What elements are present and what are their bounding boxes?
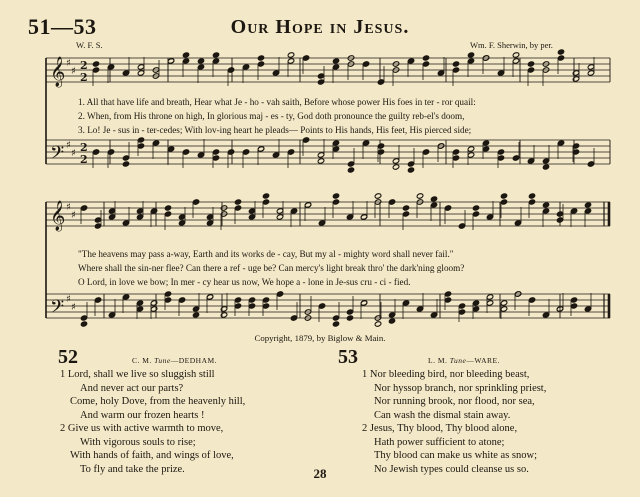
notehead — [257, 55, 264, 61]
svg-text:♯: ♯ — [71, 210, 76, 221]
notehead — [206, 294, 213, 300]
notehead — [197, 152, 204, 158]
notehead — [220, 312, 227, 318]
notehead — [92, 149, 99, 155]
notehead — [212, 149, 219, 155]
notehead — [542, 208, 549, 214]
notehead — [332, 58, 339, 64]
notehead — [92, 61, 99, 67]
svg-text:♯: ♯ — [71, 66, 76, 77]
notehead — [416, 306, 423, 312]
notehead — [137, 70, 144, 76]
notehead — [467, 52, 474, 58]
notehead — [374, 321, 381, 327]
notehead — [377, 79, 384, 85]
stanza-line: Come, holy Dove, from the heavenly hill, — [70, 396, 246, 407]
notehead — [452, 155, 459, 161]
notehead — [318, 220, 325, 226]
verse-3-line-b: O Lord, in love we bow; In mer - cy hear us now, We hope a - lone in Je-sus cru - ci - fied. — [78, 277, 411, 287]
hymn-53-meter: L. M. — [428, 356, 448, 365]
hymn-53-tune-label: Tune — [449, 356, 467, 365]
notehead — [360, 300, 367, 306]
notehead — [512, 52, 519, 58]
stanza-line: And never act our parts? — [80, 382, 184, 394]
notehead — [287, 58, 294, 64]
notehead — [152, 140, 159, 146]
notehead — [500, 199, 507, 205]
notehead — [192, 312, 199, 318]
hymn-53-stanza-1 — [362, 368, 546, 422]
notehead — [388, 199, 395, 205]
notehead — [557, 55, 564, 61]
stanza-line: Nor hyssop branch, nor sprinkling priest, — [374, 382, 547, 394]
notehead — [482, 140, 489, 146]
stanza-line: 2 Give us with active warmth to move, — [60, 423, 224, 434]
notehead — [136, 306, 143, 312]
notehead — [136, 300, 143, 306]
stanza-line: 1 Nor bleeding bird, nor bleeding beast, — [362, 369, 530, 380]
hymn-52-tune — [132, 356, 217, 365]
notehead — [262, 303, 269, 309]
notehead — [150, 306, 157, 312]
notehead — [108, 312, 115, 318]
hymn-52-tune-label: Tune — [154, 356, 171, 365]
svg-text:♯: ♯ — [71, 302, 76, 313]
notehead — [242, 149, 249, 155]
notehead — [332, 140, 339, 146]
notehead — [137, 137, 144, 143]
notehead — [276, 291, 283, 297]
notehead — [234, 199, 241, 205]
notehead — [542, 158, 549, 164]
notehead — [178, 297, 185, 303]
author-credit: Wm. F. Sherwin, by per. — [470, 40, 553, 50]
stanza-line: Thy blood can make us white as snow; — [374, 450, 538, 461]
notehead — [584, 202, 591, 208]
notehead — [467, 146, 474, 152]
notehead — [212, 155, 219, 161]
notehead — [407, 167, 414, 173]
notehead — [164, 211, 171, 217]
svg-text:♯: ♯ — [66, 202, 71, 213]
notehead — [80, 321, 87, 327]
svg-text:𝄞: 𝄞 — [50, 201, 66, 231]
notehead — [122, 220, 129, 226]
notehead — [570, 208, 577, 214]
hymn-52-meter: C. M. — [132, 356, 152, 365]
notehead — [317, 158, 324, 164]
notehead — [416, 193, 423, 199]
notehead — [108, 214, 115, 220]
notehead — [212, 58, 219, 64]
notehead — [276, 208, 283, 214]
svg-text:𝄢: 𝄢 — [50, 143, 65, 168]
notehead — [392, 158, 399, 164]
verses-system-1 — [78, 95, 476, 137]
notehead — [500, 300, 507, 306]
notehead — [317, 73, 324, 79]
notehead — [107, 149, 114, 155]
notehead — [150, 208, 157, 214]
svg-text:2: 2 — [80, 141, 88, 154]
notehead — [332, 146, 339, 152]
notehead — [514, 220, 521, 226]
notehead — [122, 294, 129, 300]
verse-2-line-b: Where shall the sin-ner flee? Can there a ref - uge be? Can mercy's light break thro' the dark'ning gloom? — [78, 263, 465, 273]
notehead — [497, 149, 504, 155]
notehead — [362, 61, 369, 67]
notehead — [512, 58, 519, 64]
notehead — [527, 61, 534, 67]
notehead — [444, 291, 451, 297]
composer-credit: W. F. S. — [76, 40, 103, 50]
stanza-line: To fly and take the prize. — [80, 463, 185, 475]
svg-text:♯: ♯ — [66, 58, 71, 69]
hymn-52-stanza-1 — [60, 368, 245, 422]
notehead — [164, 291, 171, 297]
svg-text:2: 2 — [80, 59, 88, 72]
notehead — [80, 205, 87, 211]
stanza-line: With vigorous souls to rise; — [80, 436, 196, 448]
notehead — [374, 193, 381, 199]
notehead — [262, 297, 269, 303]
stanza-line: And warm our frozen hearts ! — [80, 409, 205, 421]
notehead — [262, 199, 269, 205]
notehead — [482, 146, 489, 152]
notehead — [407, 161, 414, 167]
notehead — [346, 214, 353, 220]
notehead — [528, 193, 535, 199]
verses-system-2 — [78, 247, 464, 289]
notehead — [234, 205, 241, 211]
notehead — [197, 64, 204, 70]
notehead — [528, 297, 535, 303]
notehead — [122, 161, 129, 167]
notehead — [182, 58, 189, 64]
hymn-number-range: 51—53 — [28, 14, 97, 39]
notehead — [467, 152, 474, 158]
notehead — [150, 300, 157, 306]
notehead — [276, 214, 283, 220]
notehead — [452, 149, 459, 155]
notehead — [486, 214, 493, 220]
notehead — [262, 193, 269, 199]
notehead — [458, 309, 465, 315]
notehead — [248, 297, 255, 303]
notehead — [137, 64, 144, 70]
verse-2-line-a: 2. When, from His throne on high, In glorious maj - es - ty, God doth pronounce the guilty reb-el's doom, — [78, 111, 465, 121]
notehead — [584, 208, 591, 214]
hymn-52-tune-name: —DEDHAM. — [170, 356, 218, 365]
notehead — [257, 146, 264, 152]
notehead — [248, 208, 255, 214]
notehead — [377, 143, 384, 149]
notehead — [136, 214, 143, 220]
notehead — [402, 211, 409, 217]
notehead — [227, 67, 234, 73]
notehead — [587, 70, 594, 76]
notehead — [212, 52, 219, 58]
notehead — [178, 220, 185, 226]
notehead — [192, 199, 199, 205]
notehead — [206, 220, 213, 226]
notehead — [362, 140, 369, 146]
notehead — [122, 70, 129, 76]
notehead — [347, 161, 354, 167]
notehead — [332, 64, 339, 70]
notehead — [287, 52, 294, 58]
svg-text:2: 2 — [80, 153, 88, 166]
notehead — [197, 58, 204, 64]
notehead — [346, 309, 353, 315]
notehead — [497, 70, 504, 76]
notehead — [527, 158, 534, 164]
notehead — [290, 208, 297, 214]
hymn-53-number: 53 — [338, 346, 358, 368]
notehead — [500, 193, 507, 199]
hymn-52-number: 52 — [58, 346, 78, 368]
notehead — [332, 193, 339, 199]
notehead — [164, 297, 171, 303]
notehead — [178, 214, 185, 220]
notehead — [444, 205, 451, 211]
notehead — [472, 300, 479, 306]
notehead — [542, 202, 549, 208]
notehead — [542, 164, 549, 170]
notehead — [467, 58, 474, 64]
notehead — [346, 315, 353, 321]
verse-1-line-a: 1. All that have life and breath, Hear what Je - ho - vah saith, Before whose power His foes in ter - ror quail: — [78, 97, 476, 107]
notehead — [234, 297, 241, 303]
stanza-line: With hands of faith, and wings of love, — [70, 450, 234, 461]
stanza-line: 1 Lord, shall we live so sluggish still — [60, 369, 215, 380]
stanza-line: Nor running brook, nor flood, nor sea, — [374, 396, 535, 407]
notehead — [388, 312, 395, 318]
notehead — [94, 217, 101, 223]
notehead — [527, 67, 534, 73]
notehead — [317, 152, 324, 158]
notehead — [422, 149, 429, 155]
notehead — [242, 64, 249, 70]
notehead — [347, 167, 354, 173]
notehead — [486, 294, 493, 300]
notehead — [572, 143, 579, 149]
notehead — [304, 202, 311, 208]
stanza-line: No Jewish types could cleanse us so. — [374, 463, 529, 475]
notehead — [388, 318, 395, 324]
svg-text:♯: ♯ — [71, 148, 76, 159]
notehead — [332, 199, 339, 205]
notehead — [512, 155, 519, 161]
svg-text:♯: ♯ — [66, 294, 71, 305]
notehead — [392, 164, 399, 170]
notehead — [182, 52, 189, 58]
svg-text:♯: ♯ — [66, 140, 71, 151]
notehead — [272, 152, 279, 158]
notehead — [122, 155, 129, 161]
notehead — [107, 64, 114, 70]
svg-text:𝄞: 𝄞 — [50, 57, 66, 87]
notehead — [500, 306, 507, 312]
notehead — [557, 49, 564, 55]
verse-1-line-b: "The heavens may pass a-way, Earth and its works de - cay, But my al - mighty word shall never fail." — [78, 249, 454, 259]
notehead — [94, 223, 101, 229]
notehead — [302, 137, 309, 143]
notehead — [497, 155, 504, 161]
notehead — [272, 70, 279, 76]
notehead — [570, 297, 577, 303]
notehead — [332, 321, 339, 327]
notehead — [430, 312, 437, 318]
notehead — [556, 217, 563, 223]
notehead — [452, 67, 459, 73]
notehead — [220, 306, 227, 312]
notehead — [137, 143, 144, 149]
page-number: 28 — [313, 466, 327, 481]
notehead — [472, 211, 479, 217]
notehead — [572, 70, 579, 76]
notehead — [452, 61, 459, 67]
copyright-notice: Copyright, 1879, by Biglow & Main. — [254, 333, 386, 343]
notehead — [584, 306, 591, 312]
notehead — [430, 202, 437, 208]
notehead — [542, 312, 549, 318]
notehead — [422, 61, 429, 67]
verse-3-line-a: 3. Lo! Je - sus in - ter-cedes; With lov-ing heart he pleads— Points to His hands, His feet, His pierced side; — [78, 125, 472, 135]
notehead — [206, 214, 213, 220]
notehead — [486, 300, 493, 306]
notehead — [94, 297, 101, 303]
notehead — [402, 300, 409, 306]
stanza-line: 2 Jesus, Thy blood, Thy blood alone, — [362, 423, 518, 434]
notehead — [407, 58, 414, 64]
notehead — [182, 149, 189, 155]
hymn-53-tune — [428, 356, 500, 365]
notehead — [528, 199, 535, 205]
notehead — [556, 211, 563, 217]
notehead — [360, 214, 367, 220]
notehead — [248, 214, 255, 220]
notehead — [557, 140, 564, 146]
notehead — [437, 70, 444, 76]
svg-text:𝄢: 𝄢 — [50, 297, 65, 322]
notehead — [458, 303, 465, 309]
notehead — [164, 205, 171, 211]
notehead — [332, 315, 339, 321]
notehead — [472, 205, 479, 211]
notehead — [430, 196, 437, 202]
notehead — [136, 208, 143, 214]
notehead — [257, 61, 264, 67]
hymn-title: Our Hope in Jesus. — [230, 16, 410, 38]
hymn-53-tune-name: —WARE. — [466, 356, 500, 365]
notehead — [317, 79, 324, 85]
svg-text:2: 2 — [80, 71, 88, 84]
notehead — [302, 55, 309, 61]
notehead — [318, 303, 325, 309]
notehead — [572, 149, 579, 155]
notehead — [570, 303, 577, 309]
notehead — [227, 149, 234, 155]
notehead — [402, 205, 409, 211]
stanza-line: Hath power sufficient to atone; — [374, 436, 505, 448]
notehead — [572, 76, 579, 82]
stanza-line: Can wash the dismal stain away. — [374, 409, 511, 421]
notehead — [422, 55, 429, 61]
notehead — [472, 306, 479, 312]
notehead — [248, 303, 255, 309]
notehead — [458, 223, 465, 229]
notehead — [290, 315, 297, 321]
notehead — [287, 149, 294, 155]
notehead — [192, 306, 199, 312]
notehead — [80, 315, 87, 321]
notehead — [587, 64, 594, 70]
notehead — [92, 67, 99, 73]
notehead — [234, 303, 241, 309]
notehead — [377, 149, 384, 155]
notehead — [444, 297, 451, 303]
notehead — [587, 161, 594, 167]
notehead — [108, 208, 115, 214]
